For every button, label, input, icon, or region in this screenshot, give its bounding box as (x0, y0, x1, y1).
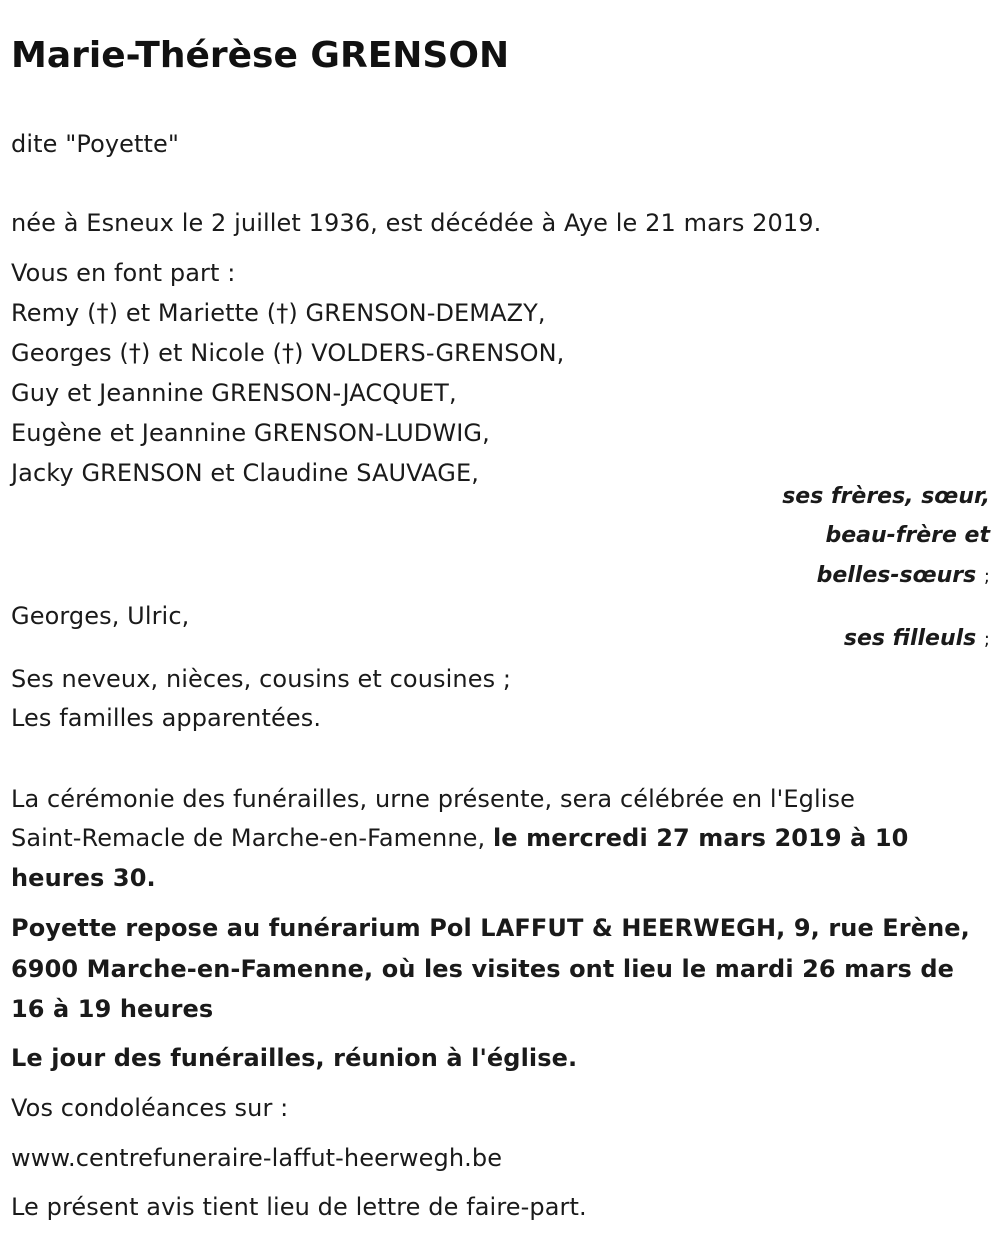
funerarium-line: 6900 Marche-en-Famenne, où les visites ont lieu le mardi 26 mars de (11, 955, 955, 983)
sibling-line: Jacky GRENSON et Claudine SAUVAGE, (11, 459, 479, 487)
sibling-line: Remy (†) et Mariette (†) GRENSON-DEMAZY, (11, 299, 546, 327)
siblings-role-line1: ses frères, sœur, (782, 484, 990, 509)
siblings-role-line2: beau-frère et (825, 523, 990, 548)
ceremony-line3: heures 30. (11, 864, 156, 892)
sibling-line: Guy et Jeannine GRENSON-JACQUET, (11, 379, 457, 407)
siblings-role-line3: belles-sœurs ; (816, 563, 990, 588)
closing-line: Le présent avis tient lieu de lettre de faire-part. (11, 1193, 587, 1221)
relatives-line: Les familles apparentées. (11, 704, 322, 732)
website-link[interactable]: www.centrefuneraire-laffut-heerwegh.be (11, 1144, 503, 1172)
deceased-name: Marie-Thérèse GRENSON (11, 35, 510, 76)
godchildren: Georges, Ulric, (11, 602, 190, 630)
birth-death-line: née à Esneux le 2 juillet 1936, est décédée à Aye le 21 mars 2019. (11, 209, 822, 237)
nickname: dite "Poyette" (11, 130, 180, 158)
funeral-day: Le jour des funérailles, réunion à l'église. (11, 1044, 578, 1072)
sibling-line: Georges (†) et Nicole (†) VOLDERS-GRENSON, (11, 339, 565, 367)
funerarium-line: Poyette repose au funérarium Pol LAFFUT & HEERWEGH, 9, rue Erène, (11, 914, 970, 942)
announce-intro: Vous en font part : (11, 259, 236, 287)
sibling-line: Eugène et Jeannine GRENSON-LUDWIG, (11, 419, 490, 447)
ceremony-line2: Saint-Remacle de Marche-en-Famenne, le mercredi 27 mars 2019 à 10 (11, 824, 909, 852)
relatives-line: Ses neveux, nièces, cousins et cousines ; (11, 665, 512, 693)
godchildren-role: ses filleuls ; (843, 626, 990, 651)
condolences-intro: Vos condoléances sur : (11, 1094, 289, 1122)
ceremony-line1: La cérémonie des funérailles, urne présente, sera célébrée en l'Eglise (11, 785, 855, 813)
funerarium-line: 16 à 19 heures (11, 995, 214, 1023)
